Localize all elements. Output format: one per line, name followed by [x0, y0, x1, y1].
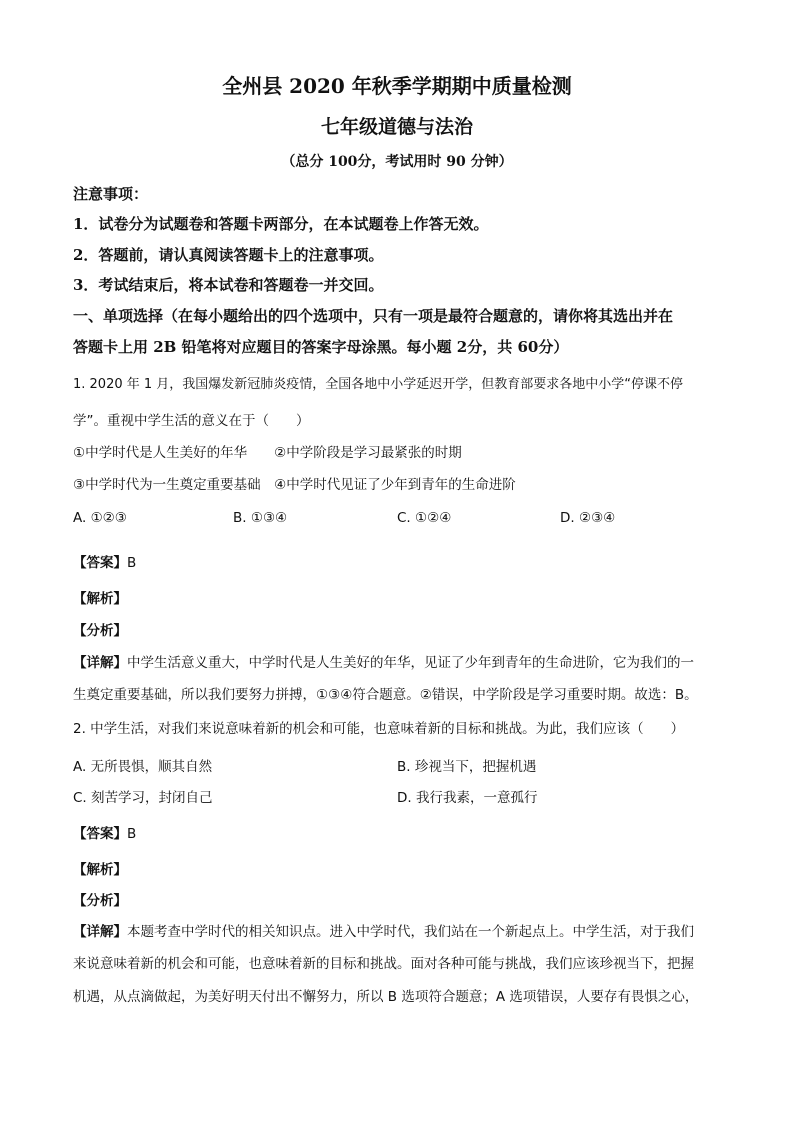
- q2-option-b: B. 珍视当下，把握机遇: [397, 759, 537, 775]
- q1-fenxi-label: 【分析】: [73, 623, 127, 639]
- q2-option-c: C. 刻苦学习，封闭自己: [73, 790, 213, 806]
- exam-title: 全州县 2020 年秋季学期期中质量检测: [222, 74, 572, 98]
- section-heading-line2: 答题卡上用 2B 铅笔将对应题目的答案字母涂黑。每小题 2分，共 60分）: [73, 338, 569, 356]
- q1-answer-tag: 【答案】: [73, 555, 127, 571]
- q1-fenxi-tag: [73, 619, 127, 639]
- q2-fenxi-label: 【分析】: [73, 893, 127, 909]
- q2-option-a: A. 无所畏惧，顺其自然: [73, 759, 213, 775]
- note-item-3: 3．考试结束后，将本试卷和答题卷一并交回。: [73, 276, 384, 294]
- q2-answer: [73, 822, 136, 842]
- notes-heading: 注意事项：: [73, 185, 149, 203]
- q1-option-a: A. ①②③: [73, 510, 127, 526]
- q1-detail-line2: 生奠定重要基础，所以我们要努力拼搏，①③④符合题意。②错误，中学阶段是学习重要时期。故选：B。: [73, 687, 698, 703]
- q1-statements-line1: ①中学时代是人生美好的年华 ②中学阶段是学习最紧张的时期: [73, 445, 462, 461]
- q1-stem-line1: 1. 2020 年 1 月，我国爆发新冠肺炎疫情，全国各地中小学延迟开学，但教育部要求各地中小学“停课不停: [73, 377, 684, 392]
- q2-detail-tag: 【详解】: [73, 924, 127, 940]
- score-info: （总分 100分，考试用时 90 分钟）: [281, 154, 513, 170]
- q1-option-b: B. ①③④: [233, 510, 288, 526]
- q2-analysis-tag: [73, 858, 127, 878]
- q1-answer: [73, 551, 136, 571]
- q2-option-d: D. 我行我素，一意孤行: [397, 790, 538, 806]
- q2-detail-line3: 机遇，从点滴做起，为美好明天付出不懈努力，所以 B 选项符合题意；A 选项错误，人要存有畏惧之心，: [73, 989, 699, 1005]
- q1-detail-tag: 【详解】: [73, 655, 127, 671]
- exam-subject: 七年级道德与法治: [320, 116, 473, 138]
- q1-analysis-label: 【解析】: [73, 591, 127, 607]
- section-heading-line1: 一、单项选择（在每小题给出的四个选项中，只有一项是最符合题意的，请你将其选出并在: [73, 307, 674, 325]
- q2-stem: 2. 中学生活，对我们来说意味着新的机会和可能，也意味着新的目标和挑战。为此，我们应该（ ）: [73, 721, 685, 737]
- q2-detail-line1: [73, 920, 694, 940]
- q1-statements-line2: ③中学时代为一生奠定重要基础 ④中学时代见证了少年到青年的生命进阶: [73, 477, 516, 493]
- note-item-1: 1．试卷分为试题卷和答题卡两部分，在本试题卷上作答无效。: [73, 215, 489, 233]
- q1-analysis-tag: [73, 587, 127, 607]
- q1-stem-line2: 学”。重视中学生活的意义在于（ ）: [73, 413, 310, 429]
- note-item-2: 2．答题前，请认真阅读答题卡上的注意事项。: [73, 246, 384, 264]
- q1-detail-line1: [73, 651, 694, 671]
- q1-option-c: C. ①②④: [397, 510, 452, 526]
- q2-answer-tag: 【答案】: [73, 826, 127, 842]
- q2-detail-text1: 本题考查中学时代的相关知识点。进入中学时代，我们站在一个新起点上。中学生活，对于我们: [127, 924, 694, 940]
- q1-answer-value: B: [127, 555, 137, 571]
- q2-detail-line2: 来说意味着新的机会和可能，也意味着新的目标和挑战。面对各种可能与挑战，我们应该珍视当下，把握: [73, 956, 694, 972]
- q2-analysis-label: 【解析】: [73, 862, 127, 878]
- q1-detail-text1: 中学生活意义重大，中学时代是人生美好的年华，见证了少年到青年的生命进阶，它为我们的一: [127, 655, 694, 671]
- q2-answer-value: B: [127, 826, 137, 842]
- q1-option-d: D. ②③④: [560, 510, 616, 526]
- q2-fenxi-tag: [73, 889, 127, 909]
